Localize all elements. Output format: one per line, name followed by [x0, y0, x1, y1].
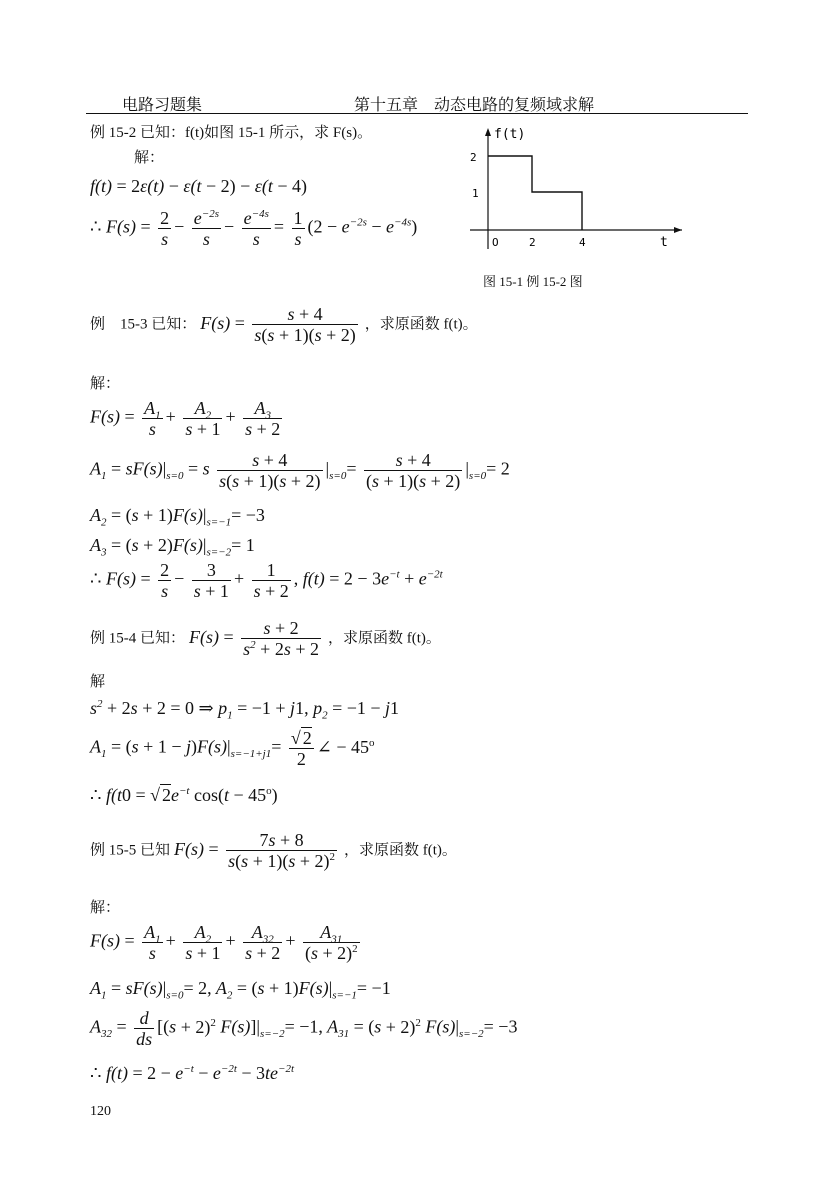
ex2-eq-ft: f(t) = 2ε(t) − ε(t − 2) − ε(t − 4) [90, 176, 308, 196]
ex4-eq-roots: $s^2 + 2s + 2 = 0$ ⇒ $p_1 = -1 + j1$, $p_2 = -1 - j1$ [90, 698, 400, 722]
x-axis-arrow-icon [674, 227, 682, 233]
ex5-eq-A1-A2: $A_1 = sF(s)|_{s=0}= 2$, $A_2 = (s + 1)F(s)|_{s=-1}= -1$ [90, 978, 391, 1002]
ex3-eq-A2: $A_2 = (s + 1)F(s)|_{s=-1}= -3$ [90, 505, 265, 529]
ex5-eq-A32-A31: $A_{32}$ = $\frac{d}{ds}$ [$(s + 2)^2$ $F(s)]|_{s=-2}= -1$, $A_{31} = (s + 2)^2$ $F(s)|_{s=-2}= -3$ [90, 1008, 518, 1049]
figure-caption: 图 15-1 例 15-2 图 [483, 274, 583, 289]
ex3-solution-label: 解： [90, 376, 121, 392]
y-axis-arrow-icon [485, 128, 491, 136]
ex3-question-suffix: ，求原函数 f(t)。 [364, 316, 478, 333]
header-rule [86, 113, 748, 114]
ex3-question: 例 15-3 已知： F(s) = $\frac{s + 4}{s(s + 1)(s + 2)}$ ，求原函数 f(t)。 [90, 304, 478, 345]
x-tick-2: 2 [529, 236, 536, 249]
ex3-eq-A1: $A_1 = sF(s)|_{s=0} = s$ $\frac{s + 4}{s(s + 1)(s + 2)}$ $|_{s=0}=$ $\frac{s + 4}{(s + 1)(s + 2)}$ $|_{s=0}= 2$ [90, 450, 510, 491]
ex5-question: 例 15-5 已知 F(s) = $\frac{7s + 8}{s(s + 1)(s + 2)^2}$ ，求原函数 f(t)。 [90, 830, 457, 871]
ex4-eq-result: ∴ f(t0 = √ $2e^{-t}$ $\cos(t - 45^o)$ [90, 785, 278, 805]
ex5-question-suffix: ，求原函数 f(t)。 [344, 842, 457, 859]
y-tick-2: 2 [470, 151, 477, 164]
page-number: 120 [90, 1104, 111, 1119]
y-axis-label: f(t) [494, 127, 526, 142]
x-axis-label: t [660, 235, 668, 250]
ex5-eq-partial: F(s) = $\frac{A_1}{s}$ + $\frac{A_2}{s + 1}$ + $\frac{A_{32}}{s + 2}$ + $\frac{A_{31}}{(s + 2)^2}$ [90, 922, 358, 963]
ex2-eq-Fs: ∴ F(s) = $\frac{2}{s}$ − $\frac{e^{-2s}}{s}$ − $\frac{e^{-4s}}{s}$ = $\frac{1}{s}$ $(2 - e^{-2s} - e^{-4s})$ [90, 208, 418, 249]
ex3-eq-partial: F(s) = $\frac{A_1}{s}$ + $\frac{A_2}{s + 1}$ + $\frac{A_3}{s + 2}$ [90, 398, 281, 439]
ex3-question-prefix: 例 15-3 已知： [90, 316, 197, 333]
ex5-solution-label: 解： [90, 900, 121, 916]
ex2-figure-graph [462, 124, 682, 250]
header-chapter-title: 第十五章 动态电路的复频域求解 [354, 97, 595, 114]
ex5-question-prefix: 例 15-5 已知 [90, 842, 170, 859]
ex2-solution-label: 解： [134, 150, 165, 166]
origin-label: O [492, 236, 499, 249]
ex4-eq-A1: $A_1 = (s + 1 - j)F(s)|_{s=-1+j1}=$ $\frac{√ 2}{2}$ ∠ − $45^o$ [90, 728, 375, 769]
ex4-question-suffix: ，求原函数 f(t)。 [328, 630, 441, 647]
ex4-question-prefix: 例 15-4 已知： [90, 630, 185, 647]
ex3-eq-A3: $A_3 = (s + 2)F(s)|_{s=-2}= 1$ [90, 535, 255, 559]
ex4-solution-label: 解 [90, 674, 106, 690]
ex5-eq-result: ∴ $f(t) = 2 - e^{-t} - e^{-2t} - 3te^{-2t}$ [90, 1063, 295, 1083]
ex4-question: 例 15-4 已知： F(s) = $\frac{s + 2}{s^2 + 2s + 2}$ ，求原函数 f(t)。 [90, 618, 441, 659]
header-book-title: 电路习题集 [122, 97, 203, 114]
x-tick-4: 4 [579, 236, 586, 249]
ex3-eq-result: ∴ F(s) = $\frac{2}{s}$ − $\frac{3}{s + 1}$ + $\frac{1}{s + 2}$ , $f(t) = 2 - 3e^{-t} + e^{-2t}$ [90, 560, 443, 601]
signal-waveform [488, 156, 582, 230]
ex2-question: 例 15-2 已知：f(t)如图 15-1 所示，求 F(s)。 [90, 125, 373, 141]
y-tick-1: 1 [472, 187, 479, 200]
